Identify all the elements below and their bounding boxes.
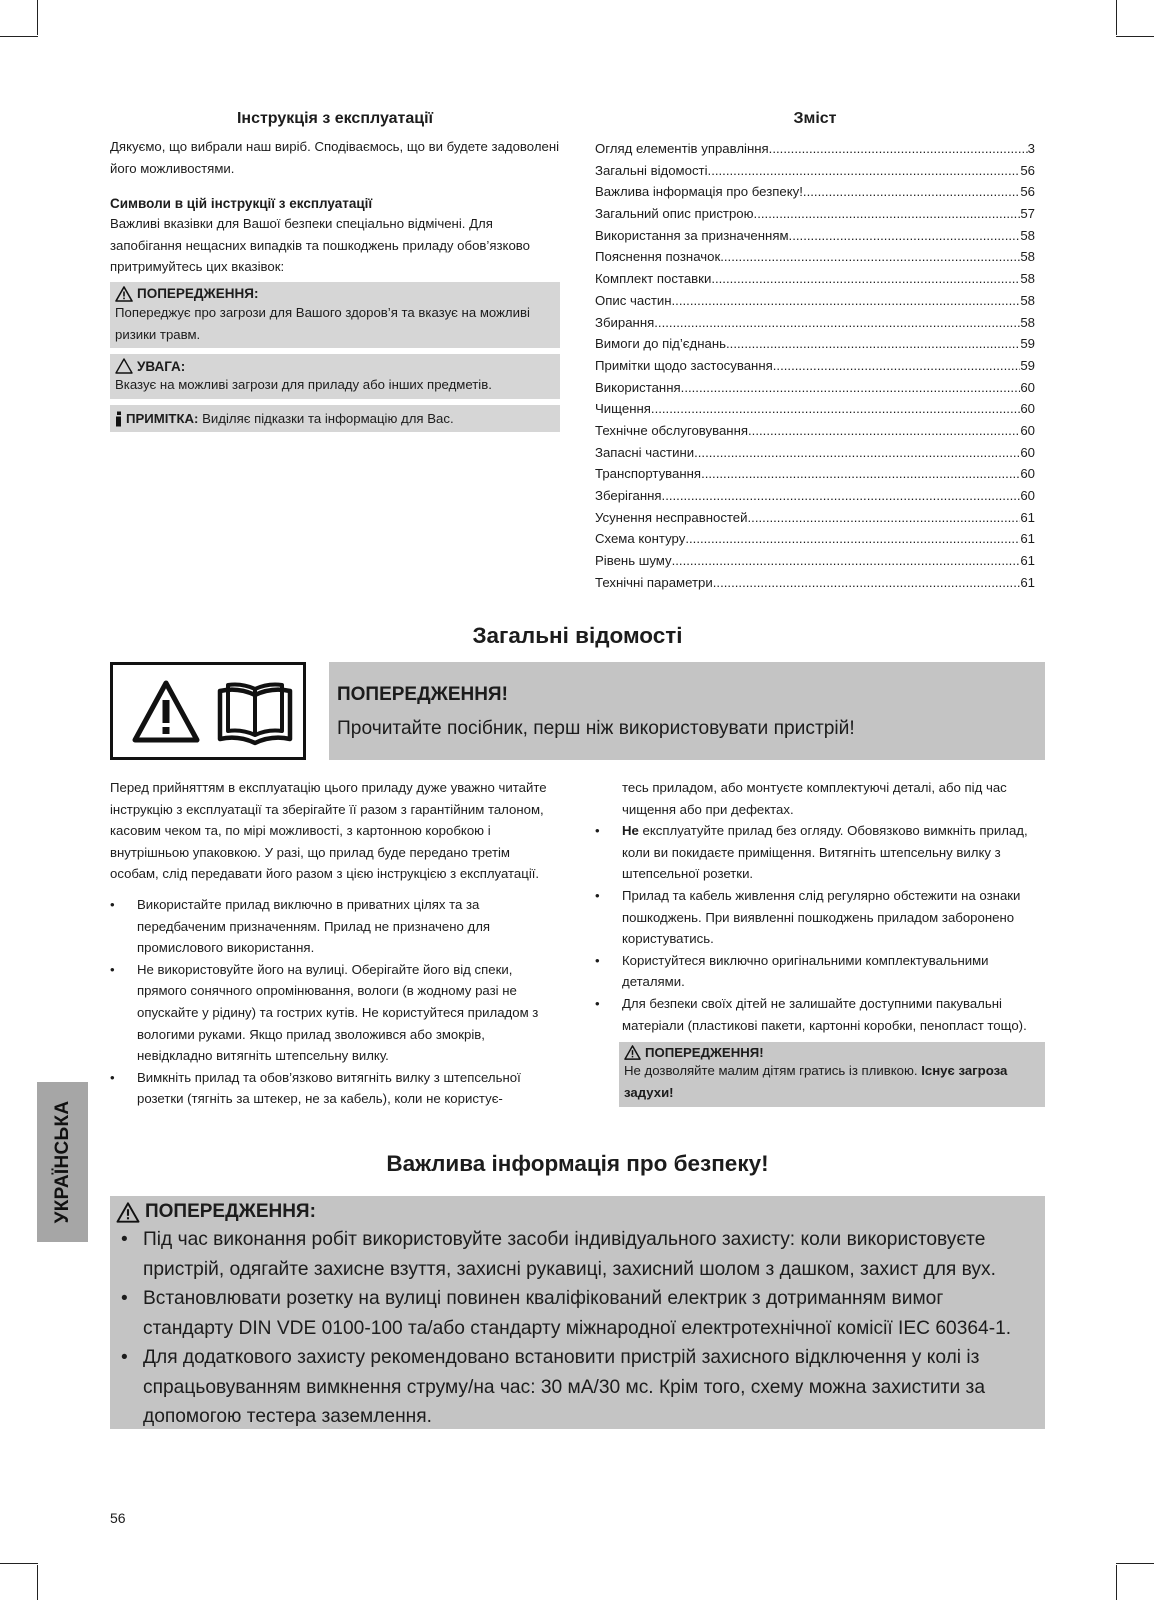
toc-item-label: Збирання — [595, 314, 655, 330]
list-item — [595, 820, 1045, 885]
toc-leader-dots — [713, 575, 1021, 590]
toc-leader-dots — [672, 293, 1021, 308]
toc-item-label: Пояснення позначок — [595, 249, 721, 265]
toc-item[interactable] — [595, 575, 1035, 597]
list-item: • Використайте прилад виключно в приватних цілях та за передбаченим призначенням. Прилад не призначено для промислового використання. — [110, 894, 560, 959]
film-warning-label: ПОПЕРЕДЖЕННЯ! — [645, 1045, 764, 1061]
intro-column — [110, 110, 560, 432]
toc-item[interactable] — [595, 445, 1035, 467]
toc-item-label: Технічні параметри — [595, 574, 713, 590]
crop-mark — [37, 1565, 38, 1600]
toc-title: Зміст — [793, 110, 837, 127]
toc-item-page: 58 — [1020, 292, 1035, 308]
toc-item-label: Зберігання — [595, 488, 662, 503]
crop-mark — [1116, 0, 1117, 35]
crop-mark — [0, 36, 38, 37]
toc — [595, 110, 1035, 596]
crop-mark — [1116, 1565, 1117, 1600]
toc-item[interactable] — [595, 315, 1035, 337]
toc-item-label: Загальні відомості — [595, 162, 708, 178]
toc-item[interactable] — [595, 401, 1035, 423]
toc-item-label: Комплект поставки — [595, 271, 712, 287]
toc-leader-dots — [672, 553, 1021, 568]
film-warning-title — [624, 1045, 1039, 1060]
crop-mark — [1116, 1563, 1154, 1564]
toc-item-label: Чищення — [595, 401, 651, 417]
toc-item[interactable] — [595, 184, 1035, 206]
film-warning-bold: Існує загроза задухи! — [624, 1063, 1008, 1100]
safety-warning-box — [110, 1196, 1045, 1429]
crop-mark — [1116, 36, 1154, 37]
toc-item[interactable] — [595, 423, 1035, 445]
crop-mark — [0, 1563, 38, 1564]
toc-item-page: 59 — [1020, 357, 1035, 373]
list-item: • Не використовуйте його на вулиці. Оберігайте його від спеки, прямого сонячного опромінювання, вологи (в жодному разі не опускайте у рідину) та гострих кутів. Не користуйтеся приладом з вологими руками. Якщо прилад зволожився або змокрів, невідкладно витягніть штепсельну вилку. — [110, 959, 560, 1067]
toc-leader-dots — [681, 380, 1021, 395]
toc-item-page: 60 — [1020, 379, 1035, 395]
toc-leader-dots — [708, 163, 1021, 178]
toc-item-page: 60 — [1020, 444, 1035, 460]
list-item: • Під час виконання робіт використовуйте засоби індивідуального захисту: коли використовуєте пристрій, одягайте захисне взуття, захисні рукавиці, захисний шолом з дашком, захист для вух. — [116, 1225, 1035, 1284]
continuation-text: тесь приладом, або монтуєте комплектуючі деталі, або під час чищення або при дефектах. — [622, 780, 1007, 817]
list-item: • Для безпеки своїх дітей не залишайте доступними пакувальні матеріали (пластикові пакети, картонні коробки, пенопласт тощо). — [595, 993, 1045, 1036]
safety-warning-title — [116, 1201, 1035, 1223]
warning-text: Попереджує про загрози для Вашого здоров’я та вказує на можливі ризики травм. — [115, 304, 530, 342]
caution-text: Вказує на можливі загрози для приладу або інших предметів. — [115, 377, 492, 393]
toc-item-page: 58 — [1020, 314, 1035, 330]
toc-item[interactable] — [595, 141, 1035, 163]
list-item: • Вимкніть прилад та обов’язково витягніть вилку з штепсельної розетки (тягніть за штекер, не за кабель), коли не користує- — [110, 1067, 560, 1110]
toc-item-label: Використання за призначенням — [595, 227, 789, 243]
warning-triangle-icon — [116, 1202, 140, 1223]
caution-box — [110, 354, 560, 399]
intro-title: Інструкція з експлуатації — [236, 110, 434, 127]
page-number: 56 — [110, 1510, 126, 1526]
language-side-tab — [37, 1082, 88, 1242]
toc-item[interactable] — [595, 249, 1035, 271]
warning-triangle-icon — [624, 1045, 641, 1060]
caution-triangle-icon — [115, 358, 133, 374]
toc-item[interactable] — [595, 553, 1035, 575]
safety-title: Важлива інформація про безпеку! — [386, 1151, 769, 1176]
list-item: • Прилад та кабель живлення слід регулярно обстежити на ознаки пошкоджень. При виявленні пошкоджень приладом заборонено користуватись. — [595, 885, 1045, 950]
toc-item-page: 58 — [1020, 271, 1035, 287]
warning-label: ПОПЕРЕДЖЕННЯ: — [137, 286, 259, 302]
toc-item[interactable] — [595, 531, 1035, 553]
toc-item-page: 60 — [1020, 422, 1035, 438]
warning-title — [115, 286, 554, 302]
film-warning-text — [624, 1060, 1039, 1103]
toc-leader-dots — [748, 510, 1021, 525]
toc-item-label: Вимоги до під’єднань — [595, 336, 726, 352]
note-text: Виділяє підказки та інформацію для Вас. — [202, 411, 454, 427]
toc-item-label: Опис частин — [595, 292, 672, 308]
toc-item[interactable] — [595, 358, 1035, 380]
language-label: УКРАЇНСЬКА — [51, 1100, 73, 1224]
toc-item-label: Усунення несправностей — [595, 509, 748, 525]
toc-item-page: 57 — [1020, 206, 1035, 222]
general-left-column — [110, 777, 560, 1110]
general-intro: Перед прийняттям в експлуатацію цього приладу дуже уважно читайте інструкцію з експлуатації та зберігайте її разом з гарантійним талоном, касовим чеком та, по мірі можливості, з картонною коробкою і внутрішньою упаковкою. У разі, що прилад буде передано третім особам, слід передавати його разом з цією інструкцією з експлуатації. — [110, 780, 547, 882]
list-item: • Користуйтеся виключно оригінальними комплектувальними деталями. — [595, 950, 1045, 993]
safety-warning-label: ПОПЕРЕДЖЕННЯ: — [145, 1201, 316, 1222]
list-item: • Встановлювати розетку на вулиці повинен кваліфікований електрик з дотриманням вимог стандарту DIN VDE 0100-100 та/або стандарту міжнародної електротехнічної комісії IEC 60364-1. — [116, 1284, 1035, 1343]
toc-item-page: 58 — [1020, 249, 1035, 265]
general-title: Загальні відомості — [472, 623, 683, 648]
toc-leader-dots — [711, 271, 1020, 286]
crop-mark — [37, 0, 38, 35]
general-right-column — [595, 777, 1045, 1107]
toc-item-page: 61 — [1020, 509, 1035, 525]
film-warning-body: Не дозволяйте малим дітям гратись із пливкою. — [624, 1063, 922, 1079]
toc-item[interactable] — [595, 228, 1035, 250]
toc-item-page: 61 — [1020, 531, 1035, 547]
toc-leader-dots — [694, 445, 1020, 460]
toc-item[interactable] — [595, 271, 1035, 293]
toc-item-page: 60 — [1020, 466, 1035, 482]
note-label: ПРИМІТКА: — [126, 411, 199, 427]
toc-item-label: Схема контуру — [595, 531, 686, 547]
info-icon — [115, 411, 123, 427]
toc-item[interactable] — [595, 466, 1035, 488]
toc-item-label: Запасні частини — [595, 444, 695, 460]
toc-item-page: 56 — [1020, 162, 1035, 178]
bullet-ne-text: експлуатуйте прилад без огляду. Обовязково вимкніть прилад, коли ви покидаєте приміщення. Витягніть штепсельну вилку з штепсельної розетки. — [622, 823, 1028, 882]
toc-item-page: 60 — [1020, 401, 1035, 417]
toc-item-label: Важлива інформація про безпеку! — [595, 184, 803, 200]
toc-item-label: Технічне обслуговування — [595, 422, 749, 438]
toc-item-page: 3 — [1027, 141, 1035, 156]
toc-item-label: Використання — [595, 379, 681, 395]
bold-ne: Не — [622, 823, 639, 839]
toc-leader-dots — [685, 531, 1020, 546]
caution-title — [115, 358, 554, 374]
list-item: • Для додаткового захисту рекомендовано встановити пристрій захисного відключення у колі із спрацьовуванням вимкнення струму/на час: 30 мА/30 мс. Крім того, схему можна захистити за допомогою тестера заземлення. — [116, 1343, 1035, 1432]
toc-leader-dots — [769, 141, 1028, 156]
toc-item-page: 61 — [1020, 553, 1035, 569]
caution-label: УВАГА: — [137, 358, 186, 374]
toc-item-label: Загальний опис пристрою — [595, 206, 754, 222]
toc-leader-dots — [803, 184, 1020, 199]
toc-leader-dots — [662, 488, 1021, 503]
toc-item[interactable] — [595, 163, 1035, 185]
symbols-text: Важливі вказівки для Вашої безпеки спеціально відмічені. Для запобігання нещасних випадків та пошкоджень приладу обов’язково притримуйтесь цих вказівок: — [110, 216, 530, 275]
note-box — [110, 405, 560, 432]
warning-box — [110, 282, 560, 348]
general-bullets-right — [595, 820, 1045, 1036]
toc-item-page: 59 — [1020, 336, 1035, 352]
warning-triangle-icon — [131, 678, 201, 748]
toc-item-page: 60 — [1020, 488, 1035, 503]
toc-leader-dots — [726, 336, 1020, 351]
toc-leader-dots — [720, 249, 1020, 264]
toc-list — [595, 141, 1035, 596]
toc-leader-dots — [701, 466, 1020, 481]
toc-leader-dots — [651, 401, 1020, 416]
toc-item-label: Огляд елементів управління — [595, 141, 769, 156]
thanks-text: Дякуємо, що вибрали наш виріб. Сподіваємось, що ви будете задоволені його можливостями. — [110, 139, 560, 176]
toc-item-page: 61 — [1020, 574, 1035, 590]
toc-leader-dots — [748, 423, 1020, 438]
symbols-title: Символи в цій інструкції з експлуатації — [110, 196, 373, 212]
safety-bullets — [116, 1225, 1035, 1432]
toc-item[interactable] — [595, 510, 1035, 532]
toc-item[interactable] — [595, 488, 1035, 510]
general-bullets-left — [110, 894, 560, 1110]
film-warning-box — [619, 1042, 1045, 1107]
toc-item-label: Транспортування — [595, 466, 702, 482]
toc-leader-dots — [654, 315, 1020, 330]
warning-triangle-icon — [115, 286, 133, 302]
manual-book-icon — [212, 677, 298, 749]
toc-leader-dots — [754, 206, 1021, 221]
toc-leader-dots — [789, 228, 1021, 243]
banner-text: Прочитайте посібник, перш ніж використовувати пристрій! — [337, 718, 855, 739]
toc-item-page: 58 — [1020, 227, 1035, 243]
toc-item-label: Примітки щодо застосування — [595, 357, 773, 373]
toc-item-page: 56 — [1020, 184, 1035, 200]
toc-item[interactable] — [595, 206, 1035, 228]
toc-item[interactable] — [595, 380, 1035, 402]
toc-item-label: Рівень шуму — [595, 553, 672, 569]
toc-leader-dots — [773, 358, 1021, 373]
banner-title: ПОПЕРЕДЖЕННЯ! — [337, 684, 508, 705]
warning-banner — [329, 662, 1045, 760]
manual-pictogram — [110, 662, 306, 760]
toc-item[interactable] — [595, 336, 1035, 358]
toc-item[interactable] — [595, 293, 1035, 315]
